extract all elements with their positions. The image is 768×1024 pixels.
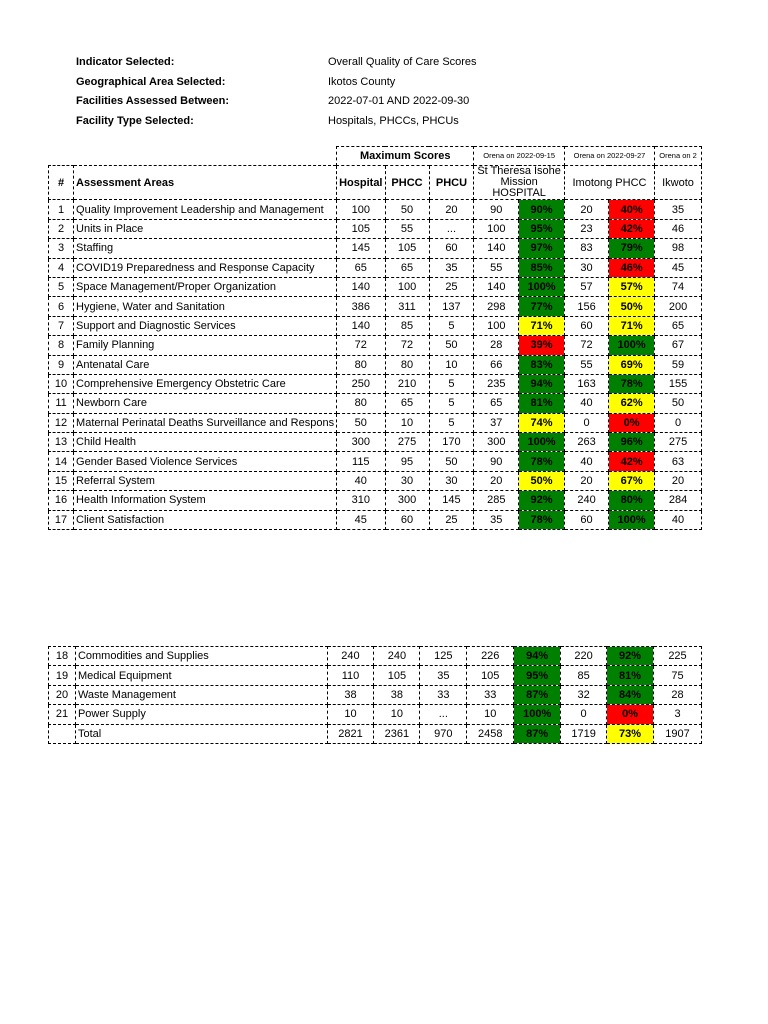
max-phcu: 33 (420, 685, 467, 704)
assessment-area: Space Management/Proper Organization (74, 277, 337, 296)
facility2-percent: 100% (609, 510, 655, 529)
table-row (49, 239, 702, 258)
facility2-score: 60 (564, 510, 608, 529)
facility3-score: 98 (655, 239, 702, 258)
assessment-area: Power Supply (75, 705, 327, 724)
facility2-score: 20 (564, 200, 608, 219)
facility1-score: 65 (474, 394, 519, 413)
facility2-percent: 67% (609, 471, 655, 490)
meta-value: Hospitals, PHCCs, PHCUs (328, 114, 459, 127)
row-index: 21 (49, 705, 76, 724)
row-index: 4 (49, 258, 74, 277)
facility1-score: 55 (474, 258, 519, 277)
facility2-score: 1719 (561, 724, 607, 743)
facility1-percent: 100% (519, 277, 565, 296)
max-phcc: 105 (374, 666, 420, 685)
facility1-percent: 77% (519, 297, 565, 316)
facility1-score: 226 (467, 647, 514, 666)
assessment-area: Maternal Perinatal Deaths Surveillance and Respons (74, 413, 337, 432)
facility2-score: 220 (561, 647, 607, 666)
facility2-percent: 0% (609, 413, 655, 432)
row-index: 5 (49, 277, 74, 296)
assessment-area: Hygiene, Water and Sanitation (74, 297, 337, 316)
row-index: 19 (49, 666, 76, 685)
max-phcc: 30 (385, 471, 429, 490)
max-hospital: 140 (337, 316, 385, 335)
row-index: 18 (49, 647, 76, 666)
facility2-percent: 79% (609, 239, 655, 258)
phcu-header: PHCU (429, 166, 474, 200)
max-scores-header: Maximum Scores (337, 147, 474, 166)
max-phcc: 80 (385, 355, 429, 374)
facility3-score: 200 (655, 297, 702, 316)
max-phcc: 10 (385, 413, 429, 432)
assessment-area: Newborn Care (74, 394, 337, 413)
max-phcc: 60 (385, 510, 429, 529)
facility1-score: 100 (474, 316, 519, 335)
facility1-percent: 94% (514, 647, 561, 666)
facility2-percent: 81% (607, 666, 654, 685)
table-row (49, 724, 702, 743)
meta-row (76, 115, 477, 135)
row-index: 6 (49, 297, 74, 316)
facility2-score: 55 (564, 355, 608, 374)
facility2-score: 60 (564, 316, 608, 335)
table-row (49, 666, 702, 685)
facility3-date: Orena on 2 (655, 147, 702, 166)
meta-label: Indicator Selected: (76, 56, 175, 68)
row-index: 20 (49, 685, 76, 704)
max-hospital: 80 (337, 394, 385, 413)
facility2-score: 30 (564, 258, 608, 277)
facility2-percent: 42% (609, 452, 655, 471)
facility1-score: 35 (474, 510, 519, 529)
max-phcc: 275 (385, 433, 429, 452)
max-phcu: 25 (429, 510, 474, 529)
meta-label: Facility Type Selected: (76, 114, 194, 127)
facility3-score: 59 (655, 355, 702, 374)
row-index: 2 (49, 219, 74, 238)
row-index: 13 (49, 433, 74, 452)
facility2-score: 20 (564, 471, 608, 490)
assessment-area: COVID19 Preparedness and Response Capacity (74, 258, 337, 277)
max-hospital: 40 (337, 471, 385, 490)
facility2-percent: 57% (609, 277, 655, 296)
max-hospital: 45 (337, 510, 385, 529)
assessment-area: Waste Management (75, 685, 327, 704)
facility3-score: 40 (655, 510, 702, 529)
table-row (49, 685, 702, 704)
assessment-area: Gender Based Violence Services (74, 452, 337, 471)
facility1-percent: 85% (519, 258, 565, 277)
max-phcu: 35 (420, 666, 467, 685)
assessment-area: Quality Improvement Leadership and Management (74, 200, 337, 219)
max-hospital: 105 (337, 219, 385, 238)
max-phcc: 10 (374, 705, 420, 724)
meta-label: Geographical Area Selected: (76, 75, 226, 88)
facility2-percent: 40% (609, 200, 655, 219)
scores-table-part2-wrapper (48, 646, 702, 744)
facility2-percent: 100% (609, 336, 655, 355)
table-row (49, 336, 702, 355)
max-phcc: 65 (385, 258, 429, 277)
facility3-score: 155 (655, 374, 702, 393)
max-hospital: 2821 (327, 724, 374, 743)
row-index: 16 (49, 491, 74, 510)
assessment-area: Antenatal Care (74, 355, 337, 374)
facility3-score: 284 (655, 491, 702, 510)
report-meta (76, 56, 477, 134)
assessment-area: Units in Place (74, 219, 337, 238)
max-phcc: 100 (385, 277, 429, 296)
max-hospital: 300 (337, 433, 385, 452)
max-hospital: 386 (337, 297, 385, 316)
assessment-area: Referral System (74, 471, 337, 490)
row-index (49, 724, 76, 743)
max-hospital: 310 (337, 491, 385, 510)
facility2-score: 0 (561, 705, 607, 724)
facility3-score: 50 (655, 394, 702, 413)
facility3-score: 1907 (654, 724, 702, 743)
facility1-percent: 39% (519, 336, 565, 355)
facility3-score: 46 (655, 219, 702, 238)
facility2-score: 0 (564, 413, 608, 432)
assessment-area: Staffing (74, 239, 337, 258)
facility1-score: 10 (467, 705, 514, 724)
scores-table-part1 (48, 146, 702, 530)
facility1-percent: 87% (514, 685, 561, 704)
facility2-score: 163 (564, 374, 608, 393)
table-row (49, 355, 702, 374)
facility1-percent: 71% (519, 316, 565, 335)
assessment-area: Support and Diagnostic Services (74, 316, 337, 335)
facility1-name: St Theresa Isohe Mission HOSPITAL (474, 166, 565, 200)
facility2-score: 40 (564, 452, 608, 471)
table-row (49, 316, 702, 335)
facility2-percent: 62% (609, 394, 655, 413)
assessment-area: Commodities and Supplies (75, 647, 327, 666)
phcc-header: PHCC (385, 166, 429, 200)
facility1-percent: 87% (514, 724, 561, 743)
max-phcc: 300 (385, 491, 429, 510)
facility1-percent: 50% (519, 471, 565, 490)
facility2-score: 240 (564, 491, 608, 510)
facility2-score: 156 (564, 297, 608, 316)
facility2-percent: 80% (609, 491, 655, 510)
max-phcu: 50 (429, 452, 474, 471)
table-row (49, 277, 702, 296)
facility1-score: 2458 (467, 724, 514, 743)
facility2-percent: 92% (607, 647, 654, 666)
assessment-area: Total (75, 724, 327, 743)
assessment-area: Child Health (74, 433, 337, 452)
facility1-score: 90 (474, 200, 519, 219)
facility1-score: 105 (467, 666, 514, 685)
scores-table-part2 (48, 646, 702, 744)
max-phcc: 95 (385, 452, 429, 471)
max-phcc: 65 (385, 394, 429, 413)
facility2-percent: 69% (609, 355, 655, 374)
hospital-header: Hospital (337, 166, 385, 200)
facility1-percent: 100% (514, 705, 561, 724)
max-phcc: 210 (385, 374, 429, 393)
table-row (49, 510, 702, 529)
max-phcu: 5 (429, 316, 474, 335)
max-hospital: 250 (337, 374, 385, 393)
max-hospital: 80 (337, 355, 385, 374)
meta-row (76, 76, 477, 96)
max-phcc: 2361 (374, 724, 420, 743)
facility2-percent: 0% (607, 705, 654, 724)
max-hospital: 72 (337, 336, 385, 355)
meta-value: Ikotos County (328, 75, 396, 88)
row-index: 10 (49, 374, 74, 393)
facility1-percent: 94% (519, 374, 565, 393)
max-phcu: 20 (429, 200, 474, 219)
facility1-percent: 95% (519, 219, 565, 238)
max-hospital: 240 (327, 647, 374, 666)
table-row (49, 200, 702, 219)
facility3-score: 20 (655, 471, 702, 490)
facility2-percent: 46% (609, 258, 655, 277)
max-phcc: 105 (385, 239, 429, 258)
max-phcu: 10 (429, 355, 474, 374)
facility1-date: Orena on 2022-09-15 (474, 147, 565, 166)
max-phcc: 72 (385, 336, 429, 355)
max-phcc: 240 (374, 647, 420, 666)
facility3-score: 225 (654, 647, 702, 666)
max-phcu: 137 (429, 297, 474, 316)
row-index: 11 (49, 394, 74, 413)
index-header: # (49, 166, 74, 200)
facility3-score: 67 (655, 336, 702, 355)
max-phcc: 85 (385, 316, 429, 335)
facility1-score: 235 (474, 374, 519, 393)
meta-value: Overall Quality of Care Scores (328, 56, 477, 68)
table-row (49, 433, 702, 452)
facility2-score: 32 (561, 685, 607, 704)
max-phcu: 125 (420, 647, 467, 666)
max-hospital: 145 (337, 239, 385, 258)
table-row (49, 394, 702, 413)
table-row (49, 374, 702, 393)
max-phcu: ... (420, 705, 467, 724)
facility3-score: 0 (655, 413, 702, 432)
facility2-percent: 78% (609, 374, 655, 393)
max-phcu: 60 (429, 239, 474, 258)
table-row (49, 297, 702, 316)
max-hospital: 115 (337, 452, 385, 471)
facility1-percent: 95% (514, 666, 561, 685)
facility2-score: 85 (561, 666, 607, 685)
facility1-score: 100 (474, 219, 519, 238)
row-index: 9 (49, 355, 74, 374)
facility3-name: Ikwoto (655, 166, 702, 200)
max-phcu: ... (429, 219, 474, 238)
facility1-score: 140 (474, 277, 519, 296)
max-phcu: 145 (429, 491, 474, 510)
facility3-score: 28 (654, 685, 702, 704)
assessment-area: Family Planning (74, 336, 337, 355)
meta-label: Facilities Assessed Between: (76, 95, 230, 107)
facility1-percent: 100% (519, 433, 565, 452)
max-hospital: 140 (337, 277, 385, 296)
max-hospital: 10 (327, 705, 374, 724)
max-phcu: 170 (429, 433, 474, 452)
assessment-area: Client Satisfaction (74, 510, 337, 529)
table-row (49, 219, 702, 238)
facility1-percent: 78% (519, 510, 565, 529)
max-hospital: 100 (337, 200, 385, 219)
facility3-score: 75 (654, 666, 702, 685)
facility3-score: 45 (655, 258, 702, 277)
meta-value: 2022-07-01 AND 2022-09-30 (328, 95, 470, 107)
facility2-name: Imotong PHCC (564, 166, 654, 200)
row-index: 14 (49, 452, 74, 471)
facility1-percent: 81% (519, 394, 565, 413)
facility1-score: 66 (474, 355, 519, 374)
facility3-score: 74 (655, 277, 702, 296)
row-index: 3 (49, 239, 74, 258)
facility1-percent: 83% (519, 355, 565, 374)
row-index: 17 (49, 510, 74, 529)
table-row (49, 491, 702, 510)
max-hospital: 38 (327, 685, 374, 704)
max-hospital: 50 (337, 413, 385, 432)
max-phcu: 5 (429, 374, 474, 393)
table-row (49, 705, 702, 724)
assessment-area: Health Information System (74, 491, 337, 510)
facility1-percent: 97% (519, 239, 565, 258)
facility1-percent: 90% (519, 200, 565, 219)
table-row (49, 647, 702, 666)
meta-row (76, 56, 477, 76)
facility3-score: 65 (655, 316, 702, 335)
max-phcc: 55 (385, 219, 429, 238)
facility1-percent: 74% (519, 413, 565, 432)
max-phcu: 25 (429, 277, 474, 296)
table-row (49, 471, 702, 490)
facility1-score: 33 (467, 685, 514, 704)
row-index: 8 (49, 336, 74, 355)
facility1-score: 90 (474, 452, 519, 471)
table-row (49, 258, 702, 277)
assessment-area: Medical Equipment (75, 666, 327, 685)
facility1-percent: 92% (519, 491, 565, 510)
facility1-percent: 78% (519, 452, 565, 471)
max-phcu: 5 (429, 394, 474, 413)
facility3-score: 275 (655, 433, 702, 452)
max-hospital: 110 (327, 666, 374, 685)
table-row (49, 452, 702, 471)
max-phcu: 50 (429, 336, 474, 355)
facility2-percent: 42% (609, 219, 655, 238)
facility2-score: 57 (564, 277, 608, 296)
max-phcu: 5 (429, 413, 474, 432)
facility3-score: 35 (655, 200, 702, 219)
row-index: 12 (49, 413, 74, 432)
max-hospital: 65 (337, 258, 385, 277)
facility1-score: 285 (474, 491, 519, 510)
facility2-score: 23 (564, 219, 608, 238)
max-phcu: 970 (420, 724, 467, 743)
scores-table-part1-wrapper (48, 146, 702, 530)
facility1-score: 298 (474, 297, 519, 316)
max-phcu: 30 (429, 471, 474, 490)
max-phcc: 38 (374, 685, 420, 704)
facility2-score: 263 (564, 433, 608, 452)
assessment-area: Comprehensive Emergency Obstetric Care (74, 374, 337, 393)
max-phcu: 35 (429, 258, 474, 277)
facility2-percent: 73% (607, 724, 654, 743)
facility2-date: Orena on 2022-09-27 (564, 147, 654, 166)
facility2-score: 72 (564, 336, 608, 355)
meta-row (76, 95, 477, 115)
table-row (49, 413, 702, 432)
facility2-percent: 84% (607, 685, 654, 704)
facility2-percent: 50% (609, 297, 655, 316)
facility1-score: 20 (474, 471, 519, 490)
facility2-score: 40 (564, 394, 608, 413)
row-index: 1 (49, 200, 74, 219)
facility1-score: 140 (474, 239, 519, 258)
facility1-score: 37 (474, 413, 519, 432)
facility2-score: 83 (564, 239, 608, 258)
facility2-percent: 96% (609, 433, 655, 452)
facility2-percent: 71% (609, 316, 655, 335)
row-index: 15 (49, 471, 74, 490)
facility3-score: 63 (655, 452, 702, 471)
row-index: 7 (49, 316, 74, 335)
facility1-score: 28 (474, 336, 519, 355)
max-phcc: 311 (385, 297, 429, 316)
max-phcc: 50 (385, 200, 429, 219)
facility3-score: 3 (654, 705, 702, 724)
facility1-score: 300 (474, 433, 519, 452)
assessment-areas-header: Assessment Areas (74, 166, 337, 200)
